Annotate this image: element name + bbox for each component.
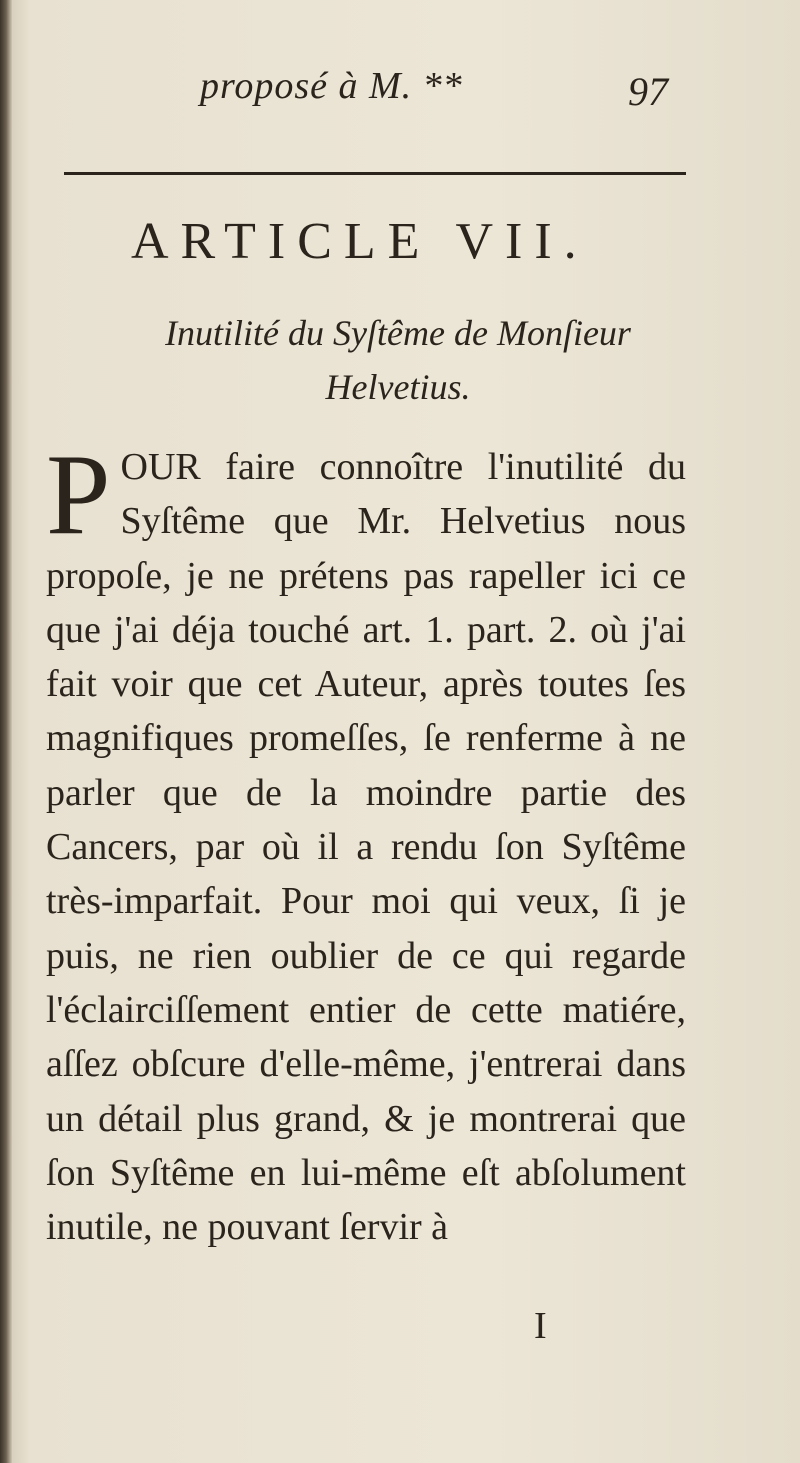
article-title: ARTICLE VII.: [131, 213, 589, 270]
drop-cap: P: [46, 431, 111, 559]
section-title-line-1: Inutilité du Syſtême de Monſieur: [165, 313, 631, 353]
catchword: I: [534, 1305, 547, 1347]
section-title: [88, 306, 708, 414]
section-title-line-2: Helvetius.: [325, 367, 471, 407]
body-text: OUR faire connoître l'inutilité du Syſtême que Mr. Helvetius nous propoſe, je ne prétens pas rapeller ici ce que j'ai déja touché art. 1. part. 2. où j'ai fait voir que cet Auteur, après toutes ſes magnifiques promeſſes, ſe renferme à ne parler que de la moindre partie des Cancers, par où il a rendu ſon Syſtême très-imparfait. Pour moi qui veux, ſi je puis, ne rien oublier de ce qui regarde l'éclairciſſement entier de cette matiére, aſſez obſcure d'elle-même, j'entrerai dans un détail plus grand, & je montrerai que ſon Syſtême en lui-même eſt abſolument inutile, ne pouvant ſervir à: [46, 446, 686, 1249]
page-binding-edge: [0, 0, 12, 1463]
body-paragraph: [46, 431, 686, 1254]
page-number: 97: [628, 69, 668, 114]
running-head: proposé à M. **: [200, 65, 463, 107]
header-rule: [64, 172, 686, 175]
